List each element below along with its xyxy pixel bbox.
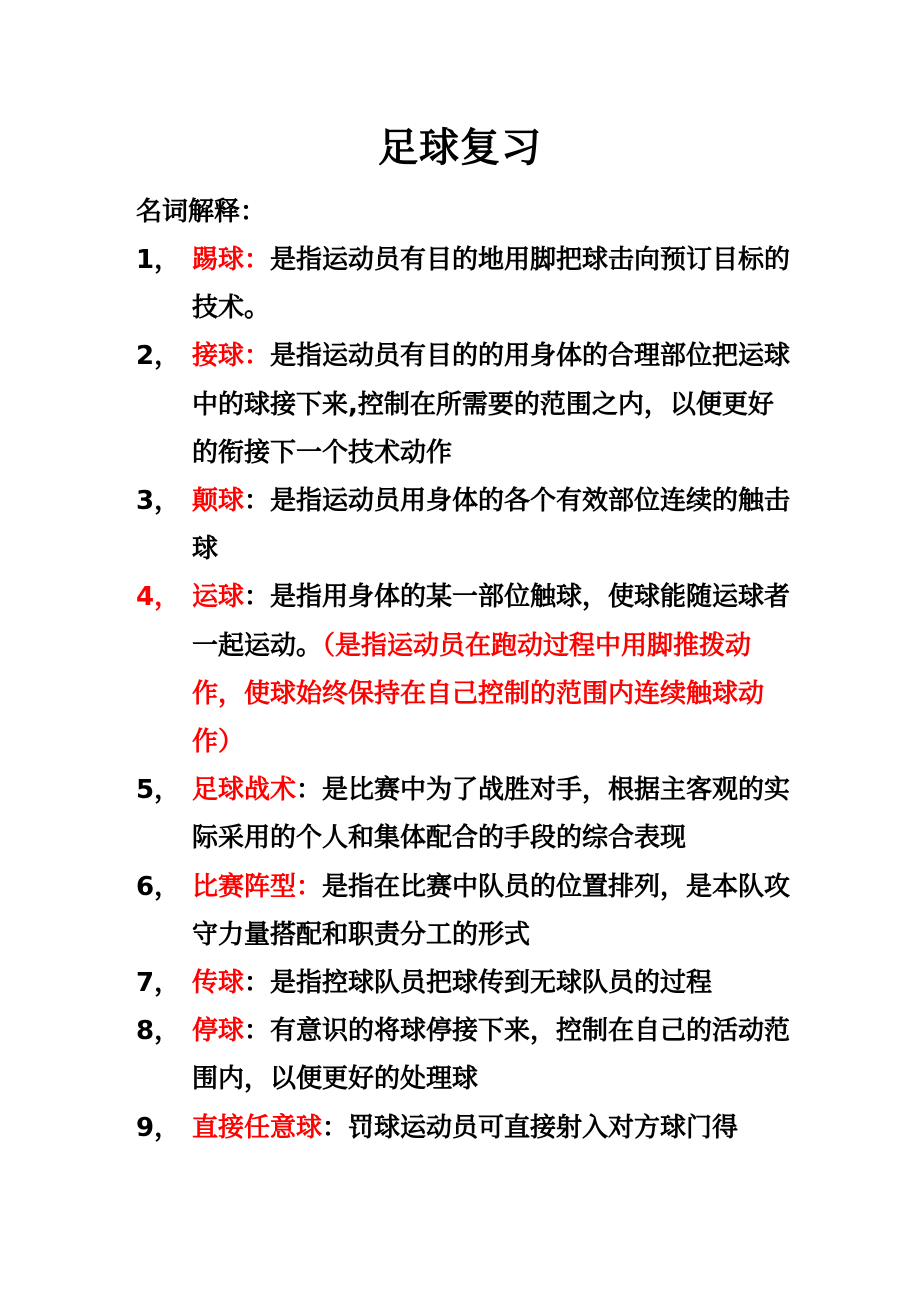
list-item: [136, 477, 796, 573]
item-number: 8，: [136, 1016, 181, 1047]
item-term: 停球: [192, 1016, 245, 1047]
item-term: 传球: [192, 968, 245, 999]
item-number: 7，: [136, 968, 181, 999]
list-item: [136, 766, 796, 862]
list-item: [136, 236, 796, 332]
item-definition: ：有意识的将球停接下来，控制在自己的活动范围内，以便更好的处理球: [192, 1016, 791, 1095]
list-item: [136, 959, 796, 1007]
item-term: 直接任意球: [192, 1112, 323, 1143]
item-definition: ：是比赛中为了战胜对手，根据主客观的实际采用的个人和集体配合的手段的综合表现: [192, 775, 791, 854]
item-number: 1，: [136, 245, 181, 275]
item-term: 接球：: [192, 341, 271, 372]
item-term: 颠球: [192, 486, 245, 517]
item-term: 足球战术: [192, 775, 297, 806]
item-number: 4，: [136, 582, 181, 613]
page-title: 足球复习: [378, 125, 542, 171]
item-definition: 是指运动员有目的地用脚把球击向预订目标的技术。: [192, 245, 791, 324]
item-definition: 是指运动员有目的的用身体的合理部位把运球中的球接下来,控制在所需要的范围之内，以便更好的衔接下一个技术动作: [192, 341, 791, 468]
item-definition: ：是指控球队员把球传到无球队员的过程: [244, 968, 713, 999]
item-number: 5，: [136, 775, 181, 806]
item-number: 9，: [136, 1112, 181, 1143]
item-extra-note: （是指运动员在跑动过程中用脚推拨动作，使球始终保持在自己控制的范围内连续触球动作）: [192, 630, 765, 758]
list-item: [136, 1007, 796, 1103]
definition-list: [136, 236, 796, 1152]
list-item: [136, 1104, 796, 1152]
item-definition: 是指在比赛中队员的位置排列，是本队攻守力量搭配和职责分工的形式: [192, 871, 791, 950]
item-term: 比赛阵型：: [192, 871, 323, 902]
item-term: 踢球：: [192, 245, 271, 275]
list-item: [136, 863, 796, 959]
item-definition: ：是指运动员用身体的各个有效部位连续的触击球: [192, 486, 791, 565]
item-definition: ：是指用身体的某一部位触球，使球能随运球者一起运动。: [192, 582, 791, 661]
list-item: [136, 573, 796, 766]
item-number: 2，: [136, 341, 181, 372]
item-definition: ：罚球运动员可直接射入对方球门得: [322, 1112, 739, 1143]
item-number: 3，: [136, 486, 181, 517]
item-number: 6，: [136, 871, 181, 902]
item-term: 运球: [192, 582, 245, 613]
list-item: [136, 332, 796, 477]
section-heading: 名词解释：: [136, 197, 267, 227]
